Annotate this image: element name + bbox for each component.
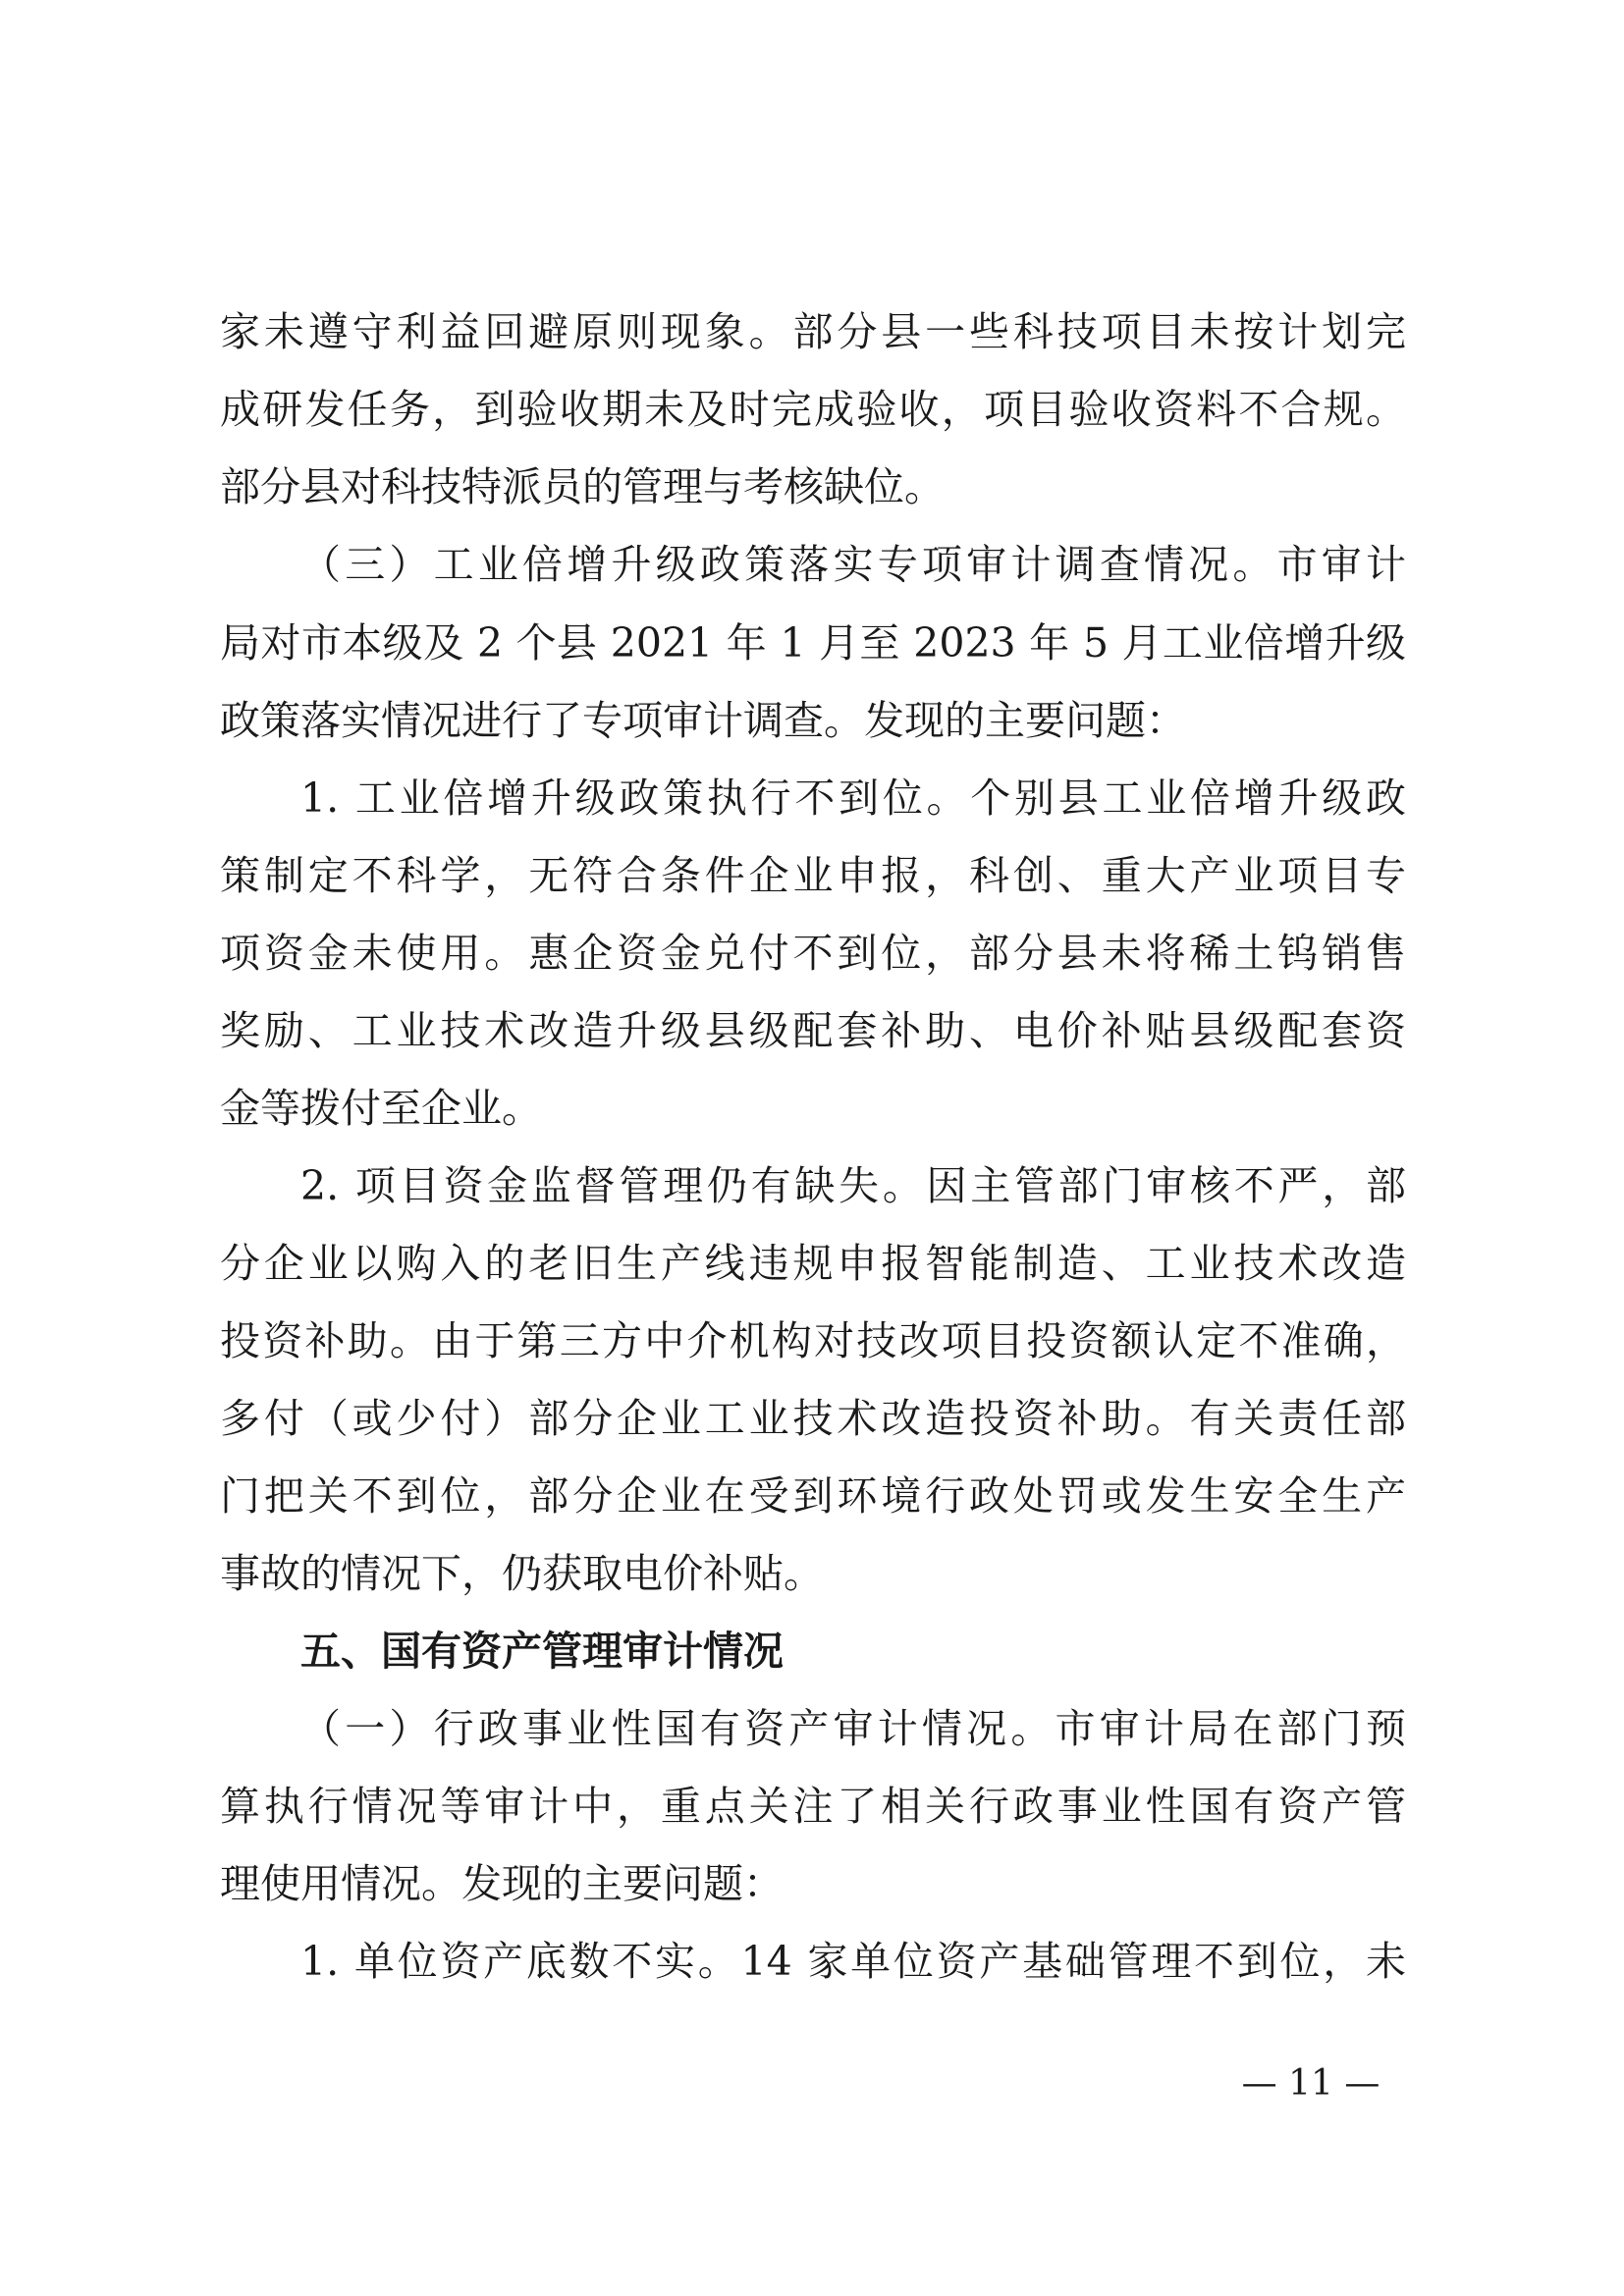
body-text-line: 金等拨付至企业。 (220, 1085, 542, 1132)
body-text-line: 理使用情况。发现的主要问题： (220, 1860, 784, 1907)
body-text-line: 成研发任务，到验收期未及时完成验收，项目验收资料不合规。 (220, 386, 1406, 433)
section-subheading-line: （三）工业倍增升级政策落实专项审计调查情况。市审计 (300, 541, 1406, 588)
body-text-line: 事故的情况下，仍获取电价补贴。 (220, 1550, 824, 1597)
section-heading: 五、国有资产管理审计情况 (300, 1628, 784, 1675)
body-text-line: 分企业以购入的老旧生产线违规申报智能制造、工业技术改造 (220, 1240, 1406, 1287)
body-text-line: 政策落实情况进行了专项审计调查。发现的主要问题： (220, 697, 1186, 744)
section-subheading-line: （一）行政事业性国有资产审计情况。市审计局在部门预 (300, 1705, 1406, 1752)
page-number: — 11 — (1241, 2063, 1380, 2104)
body-text-line: 多付（或少付）部分企业工业技术改造投资补助。有关责任部 (220, 1395, 1406, 1442)
body-text-line: 部分县对科技特派员的管理与考核缺位。 (220, 463, 945, 510)
numbered-item-line: 1. 工业倍增升级政策执行不到位。个别县工业倍增升级政 (300, 774, 1406, 822)
body-text-line: 算执行情况等审计中，重点关注了相关行政事业性国有资产管 (220, 1783, 1406, 1830)
body-text-line: 门把关不到位，部分企业在受到环境行政处罚或发生安全生产 (220, 1472, 1406, 1520)
numbered-item-line: 1. 单位资产底数不实。14 家单位资产基础管理不到位，未 (300, 1938, 1406, 1985)
body-text-line: 局对市本级及 2 个县 2021 年 1 月至 2023 年 5 月工业倍增升级 (220, 619, 1406, 667)
body-text-line: 策制定不科学，无符合条件企业申报，科创、重大产业项目专 (220, 852, 1406, 899)
body-text-line: 家未遵守利益回避原则现象。部分县一些科技项目未按计划完 (220, 308, 1406, 355)
body-text-line: 项资金未使用。惠企资金兑付不到位，部分县未将稀土钨销售 (220, 930, 1406, 977)
body-text-line: 投资补助。由于第三方中介机构对技改项目投资额认定不准确， (220, 1317, 1406, 1364)
body-text-line: 奖励、工业技术改造升级县级配套补助、电价补贴县级配套资 (220, 1007, 1406, 1054)
numbered-item-line: 2. 项目资金监督管理仍有缺失。因主管部门审核不严，部 (300, 1162, 1406, 1209)
